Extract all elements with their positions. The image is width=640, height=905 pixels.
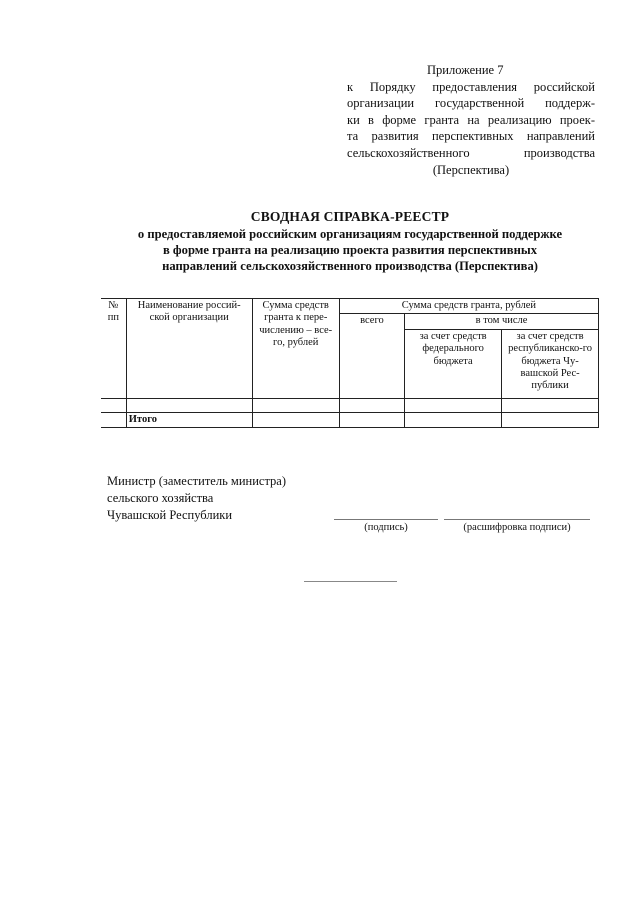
signer-line: сельского хозяйства (107, 491, 214, 505)
signer-line: Чувашской Республики (107, 508, 233, 522)
table-total-row (101, 412, 599, 427)
document-subtitle-line: в форме гранта на реализацию проекта развития перспективных (162, 243, 537, 257)
document-title-block (100, 208, 600, 274)
appendix-line: (Перспектива) (432, 162, 510, 177)
appendix-title: Приложение 7 (427, 63, 504, 77)
appendix-line: сельскохозяйственного производства (347, 145, 595, 160)
table-cell (101, 398, 126, 412)
document-subtitle-line: о предоставляемой российским организациям государственной поддержке (137, 227, 563, 241)
signature-label: (подпись) (364, 522, 408, 533)
table-cell (339, 412, 404, 427)
header-including: в том числе (405, 314, 599, 329)
table-cell (405, 412, 502, 427)
header-total: всего (339, 314, 404, 398)
header-number: № пп (101, 299, 126, 399)
table-cell (126, 398, 252, 412)
decoding-line (444, 519, 590, 520)
document-subtitle-line: направлений сельскохозяйственного производства (Перспектива) (162, 259, 538, 273)
header-transfer-sum: Сумма средств гранта к пере-числению – все-го, рублей (252, 299, 339, 399)
appendix-line: к Порядку предоставления российской (347, 79, 595, 94)
table-cell (502, 412, 599, 427)
table-cell (339, 398, 404, 412)
table-cell (252, 412, 339, 427)
table-row (101, 398, 599, 412)
separator-line (304, 581, 397, 582)
total-label: Итого (126, 412, 252, 427)
signer-line: Министр (заместитель министра) (107, 474, 287, 488)
table-header-row (101, 299, 599, 314)
header-organization-name: Наименование россий-ской организации (126, 299, 252, 399)
table-cell (502, 398, 599, 412)
document-title: СВОДНАЯ СПРАВКА-РЕЕСТР (250, 209, 450, 224)
appendix-line: ки в форме гранта на реализацию проек- (347, 112, 595, 127)
table-cell (405, 398, 502, 412)
appendix-line: та развития перспективных направлений (347, 129, 595, 144)
table-cell (252, 398, 339, 412)
registry-table (101, 298, 599, 428)
appendix-line: организации государственной поддерж- (347, 96, 595, 111)
signer-block (107, 473, 286, 524)
table-cell (101, 412, 126, 427)
signature-line (334, 519, 438, 520)
header-republic-budget: за счет средств республиканско-го бюджета Чу-вашской Рес-публики (502, 329, 599, 398)
header-federal-budget: за счет средств федерального бюджета (405, 329, 502, 398)
appendix-header (347, 62, 595, 178)
header-grant-sum-group: Сумма средств гранта, рублей (339, 299, 598, 314)
decoding-label: (расшифровка подписи) (463, 522, 571, 533)
